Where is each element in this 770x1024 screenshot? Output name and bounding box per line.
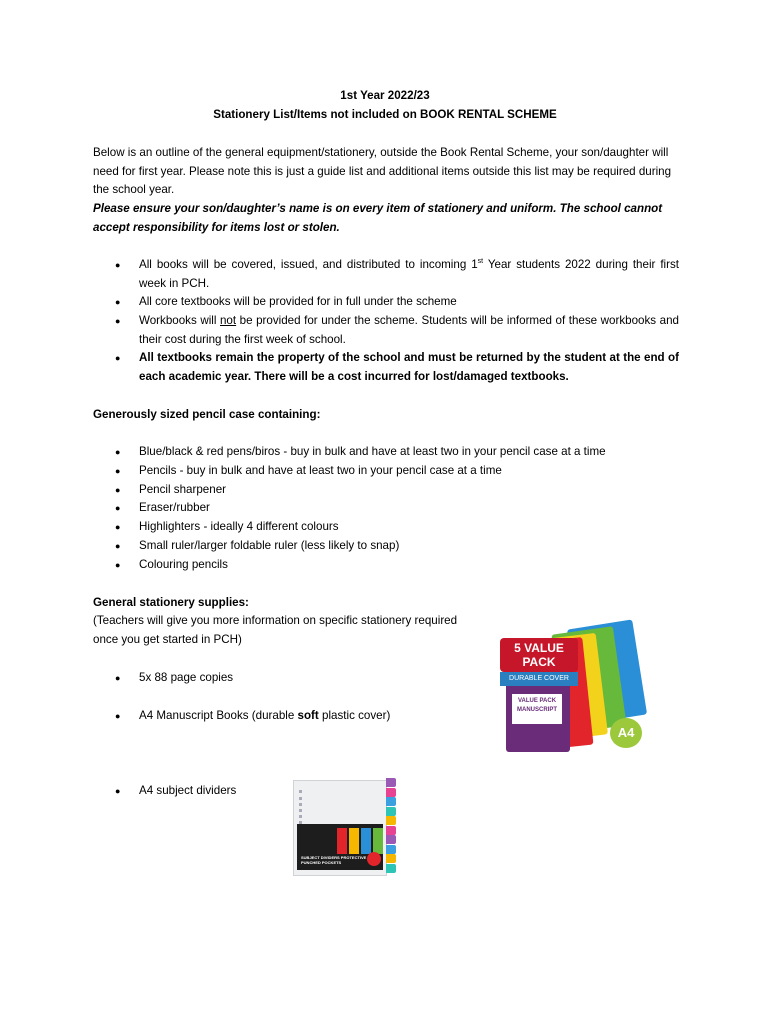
bullet-icon: ● [115, 316, 121, 326]
color-block [337, 828, 347, 854]
bullet-icon: ● [115, 447, 121, 457]
list-item-text: Colouring pencils [139, 558, 228, 571]
divider-tab [386, 816, 396, 825]
value-pack-tag: 5 VALUE PACK [500, 638, 578, 672]
divider-tab [386, 835, 396, 844]
list-item-text: All core textbooks will be provided for in full under the scheme [139, 295, 457, 308]
divider-pack-text: SUBJECT DIVIDERS PROTECTIVE PUNCHED POCKETS [301, 855, 367, 865]
divider-tab [386, 826, 396, 835]
color-block [349, 828, 359, 854]
bullet-icon: ● [115, 260, 121, 270]
bullet-icon: ● [115, 353, 121, 363]
name-warning: Please ensure your son/daughter’s name is on every item of stationery and uniform. The school cannot accept responsibility for items lost or stolen. [93, 202, 663, 234]
divider-pack-label [297, 824, 383, 870]
bullet-icon: ● [115, 466, 121, 476]
copybook-value-pack-image [498, 620, 646, 752]
manuscript-label: VALUE PACK MANUSCRIPT [512, 694, 562, 724]
list-item-text: A4 Manuscript Books (durable soft plastic cover) [139, 709, 391, 722]
divider-pack-badge [367, 852, 381, 866]
divider-tab [386, 845, 396, 854]
bullet-icon: ● [115, 711, 121, 721]
bullet-icon: ● [115, 485, 121, 495]
color-block [373, 828, 383, 854]
list-item-text: Workbooks will not be provided for under the scheme. Students will be informed of these workbooks and their cost during the first week of school. [139, 314, 679, 346]
list-item-text: 5x 88 page copies [139, 671, 234, 684]
bullet-icon: ● [115, 522, 121, 532]
bullet-icon: ● [115, 541, 121, 551]
list-item-text: Small ruler/larger foldable ruler (less likely to snap) [139, 539, 400, 552]
a4-badge: A4 [610, 718, 642, 748]
divider-tab [386, 797, 396, 806]
pencil-case-heading: Generously sized pencil case containing: [93, 408, 321, 421]
general-supplies-heading: General stationery supplies: [93, 596, 249, 609]
divider-tab [386, 864, 396, 873]
color-block [361, 828, 371, 854]
list-item-text: Pencils - buy in bulk and have at least two in your pencil case at a time [139, 464, 502, 477]
bullet-icon: ● [115, 673, 121, 683]
document-title-subtitle: Stationery List/Items not included on BOOK RENTAL SCHEME [213, 108, 557, 121]
list-item-text: Eraser/rubber [139, 501, 210, 514]
divider-tab [386, 807, 396, 816]
divider-tab [386, 854, 396, 863]
bullet-icon: ● [115, 560, 121, 570]
bullet-icon: ● [115, 297, 121, 307]
list-item-text: A4 subject dividers [139, 784, 237, 797]
list-item-text: Highlighters - ideally 4 different colours [139, 520, 339, 533]
intro-paragraph: Below is an outline of the general equipment/stationery, outside the Book Rental Scheme, your son/daughter will need for first year. Please note this is just a guide list and additional items outside this list may be required during the school year. [93, 146, 672, 197]
teacher-note: (Teachers will give you more information on specific stationery required once you get started in PCH) [93, 614, 458, 646]
document-title-year: 1st Year 2022/23 [340, 89, 430, 102]
bullet-icon: ● [115, 503, 121, 513]
divider-tab [386, 778, 396, 787]
durable-cover-band: DURABLE COVER [500, 672, 578, 686]
list-item-text: All books will be covered, issued, and distributed to incoming 1st Year students 2022 during their first week in PCH. [139, 258, 679, 290]
subject-dividers-image [293, 776, 399, 876]
list-item-text: Blue/black & red pens/biros - buy in bulk and have at least two in your pencil case at a time [139, 445, 606, 458]
list-item-text: All textbooks remain the property of the school and must be returned by the student at the end of each academic year. There will be a cost incurred for lost/damaged textbooks. [139, 351, 679, 383]
list-item-text: Pencil sharpener [139, 483, 227, 496]
bullet-icon: ● [115, 786, 121, 796]
divider-tab [386, 788, 396, 797]
